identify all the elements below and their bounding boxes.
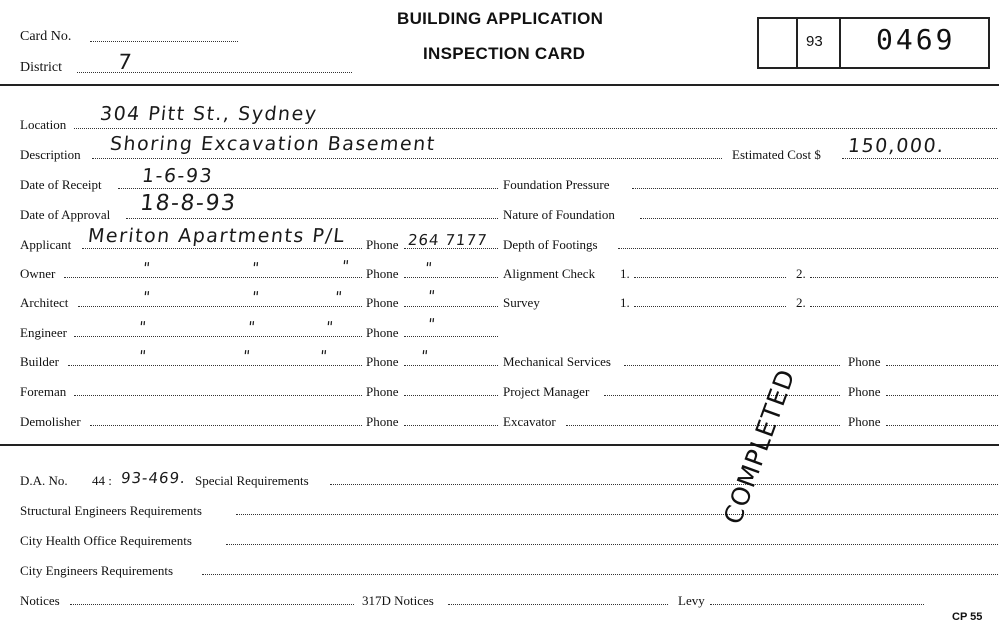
district-value: 7 [116, 50, 135, 74]
survey-field-1[interactable] [634, 306, 786, 307]
mechanical-phone-label: Phone [848, 354, 881, 369]
box-divider-1 [796, 17, 798, 69]
foreman-label: Foreman [20, 384, 67, 399]
card-no-label: Card No. [20, 29, 72, 44]
notices-label: Notices [20, 593, 60, 608]
demolisher-field[interactable] [90, 425, 362, 426]
structural-requirements-field[interactable] [236, 514, 998, 515]
builder-phone-ditto: " [420, 347, 430, 365]
architect-field[interactable] [78, 306, 362, 307]
engineer-phone-label: Phone [366, 325, 399, 340]
foreman-field[interactable] [74, 395, 362, 396]
alignment-check-label: Alignment Check [503, 266, 596, 281]
applicant-label: Applicant [20, 237, 72, 252]
owner-phone-field[interactable] [404, 277, 498, 278]
da-prefix: 44 : [92, 473, 112, 488]
receipt-field[interactable] [118, 188, 498, 189]
da-label: D.A. No. [20, 473, 68, 488]
foundation-pressure-field[interactable] [632, 188, 998, 189]
location-value: 304 Pitt St., Sydney [98, 103, 319, 125]
title-line1: BUILDING APPLICATION [397, 9, 604, 28]
mechanical-services-label: Mechanical Services [503, 354, 611, 369]
owner-ditto-3: " [341, 257, 351, 275]
health-requirements-field[interactable] [226, 544, 998, 545]
architect-ditto-1: " [142, 288, 152, 306]
engineer-ditto-1: " [138, 318, 148, 336]
nature-of-foundation-label: Nature of Foundation [503, 207, 615, 222]
depth-of-footings-field[interactable] [618, 248, 998, 249]
notices-317d-label: 317D Notices [362, 593, 434, 608]
project-manager-phone-label: Phone [848, 384, 881, 399]
applicant-phone-label: Phone [366, 237, 399, 252]
alignment-check-field-1[interactable] [634, 277, 786, 278]
completed-stamp: COMPLETED [718, 364, 801, 528]
year-code: 93 [806, 33, 823, 50]
approval-field[interactable] [126, 218, 498, 219]
location-field[interactable] [74, 128, 997, 129]
builder-ditto-3: " [319, 347, 329, 365]
description-field[interactable] [92, 158, 722, 159]
owner-ditto-1: " [142, 259, 152, 277]
nature-of-foundation-field[interactable] [640, 218, 998, 219]
cost-label: Estimated Cost $ [732, 147, 821, 162]
applicant-field[interactable] [82, 248, 362, 249]
card-no-field[interactable] [90, 41, 238, 42]
cost-field[interactable] [842, 158, 998, 159]
notices-317d-field[interactable] [448, 604, 668, 605]
project-manager-field[interactable] [604, 395, 840, 396]
survey-field-2[interactable] [810, 306, 998, 307]
mechanical-phone-field[interactable] [886, 365, 998, 366]
applicant-value: Meriton Apartments P/L [86, 225, 347, 247]
box-divider-2 [839, 17, 841, 69]
engineer-ditto-2: " [247, 318, 257, 336]
excavator-phone-field[interactable] [886, 425, 998, 426]
engineer-phone-field[interactable] [404, 336, 498, 337]
location-label: Location [20, 117, 67, 132]
excavator-label: Excavator [503, 414, 556, 429]
alignment-check-num2: 2. [796, 266, 806, 281]
demolisher-label: Demolisher [20, 414, 81, 429]
builder-ditto-2: " [242, 347, 252, 365]
applicant-phone-value: 264 7177 [407, 231, 489, 249]
form-code: CP 55 [952, 611, 983, 623]
alignment-check-num1: 1. [620, 266, 630, 281]
owner-label: Owner [20, 266, 56, 281]
mechanical-services-field[interactable] [624, 365, 840, 366]
architect-ditto-3: " [334, 288, 344, 306]
excavator-phone-label: Phone [848, 414, 881, 429]
engineers-requirements-field[interactable] [202, 574, 998, 575]
excavator-field[interactable] [566, 425, 840, 426]
project-manager-phone-field[interactable] [886, 395, 998, 396]
owner-ditto-2: " [251, 259, 261, 277]
builder-phone-field[interactable] [404, 365, 498, 366]
levy-label: Levy [678, 593, 705, 608]
title-line2: INSPECTION CARD [423, 44, 586, 63]
description-label: Description [20, 147, 81, 162]
alignment-check-field-2[interactable] [810, 277, 998, 278]
engineer-label: Engineer [20, 325, 67, 340]
survey-num2: 2. [796, 295, 806, 310]
levy-field[interactable] [710, 604, 924, 605]
foundation-pressure-label: Foundation Pressure [503, 177, 610, 192]
description-value: Shoring Excavation Basement [108, 133, 437, 155]
approval-value: 18-8-93 [138, 191, 238, 216]
health-requirements-label: City Health Office Requirements [20, 533, 192, 548]
card-number: 0469 [876, 23, 956, 56]
survey-num1: 1. [620, 295, 630, 310]
receipt-value: 1-6-93 [140, 165, 215, 187]
foreman-phone-field[interactable] [404, 395, 498, 396]
owner-phone-ditto: " [424, 259, 434, 277]
survey-label: Survey [503, 295, 540, 310]
engineer-phone-ditto: " [427, 315, 437, 333]
header-divider [0, 84, 999, 86]
architect-label: Architect [20, 295, 69, 310]
builder-label: Builder [20, 354, 59, 369]
architect-phone-label: Phone [366, 295, 399, 310]
approval-label: Date of Approval [20, 207, 111, 222]
engineer-field[interactable] [74, 336, 362, 337]
engineer-ditto-3: " [325, 318, 335, 336]
owner-phone-label: Phone [366, 266, 399, 281]
architect-ditto-2: " [251, 288, 261, 306]
architect-phone-field[interactable] [404, 306, 498, 307]
architect-phone-ditto: " [427, 287, 437, 305]
depth-of-footings-label: Depth of Footings [503, 237, 598, 252]
demolisher-phone-label: Phone [366, 414, 399, 429]
foreman-phone-label: Phone [366, 384, 399, 399]
notices-field[interactable] [70, 604, 354, 605]
owner-field[interactable] [64, 277, 362, 278]
receipt-label: Date of Receipt [20, 177, 102, 192]
demolisher-phone-field[interactable] [404, 425, 498, 426]
structural-requirements-label: Structural Engineers Requirements [20, 503, 202, 518]
builder-phone-label: Phone [366, 354, 399, 369]
special-requirements-field[interactable] [330, 484, 998, 485]
district-label: District [20, 60, 62, 75]
builder-ditto-1: " [138, 347, 148, 365]
project-manager-label: Project Manager [503, 384, 590, 399]
da-value: 93-469. [120, 469, 187, 487]
engineers-requirements-label: City Engineers Requirements [20, 563, 174, 578]
section-divider [0, 444, 999, 446]
special-requirements-label: Special Requirements [195, 473, 309, 488]
cost-value: 150,000. [846, 135, 946, 157]
